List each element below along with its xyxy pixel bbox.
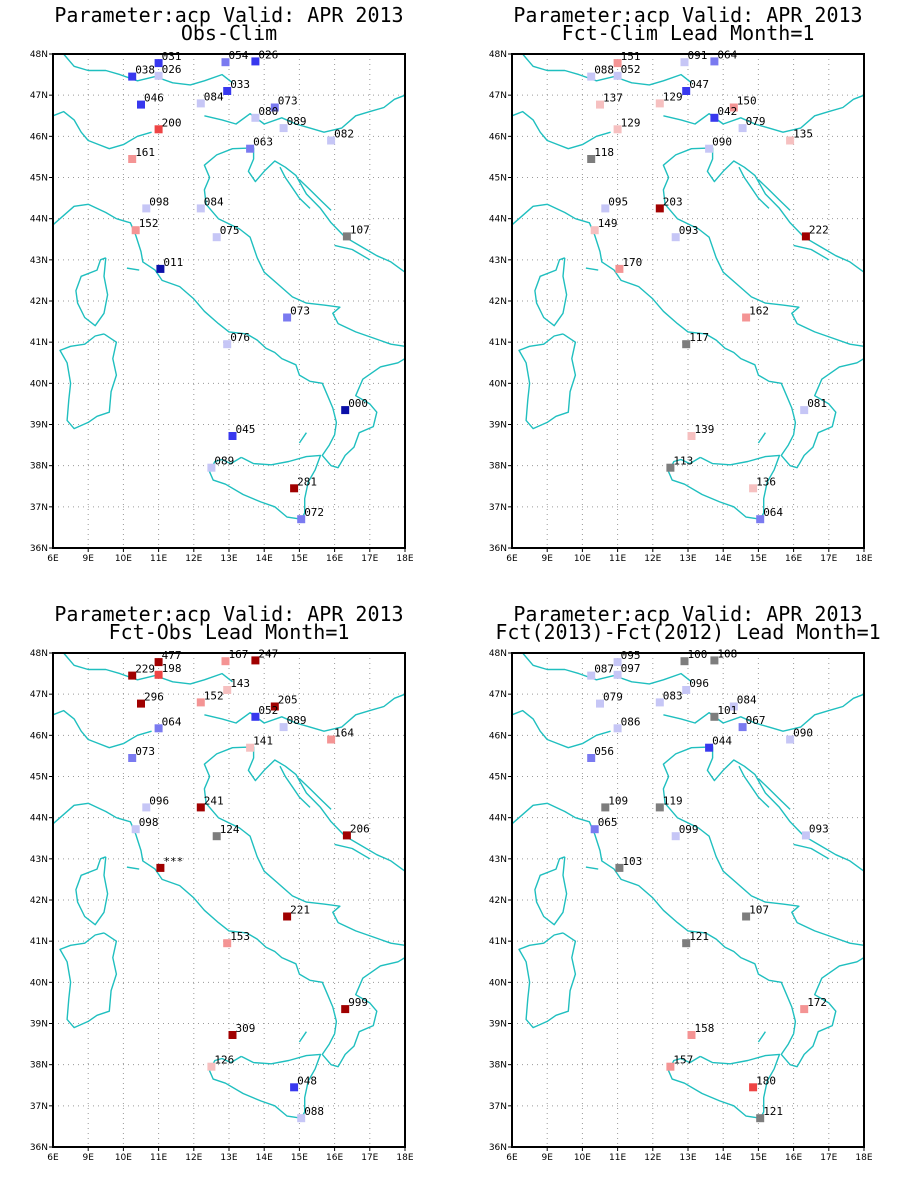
station-value-label: 089 xyxy=(214,454,235,468)
x-tick-label: 10E xyxy=(114,1153,132,1163)
station-value-label: 247 xyxy=(258,647,279,661)
station-value-label: 095 xyxy=(608,195,629,209)
station-value-label: 100 xyxy=(687,648,708,662)
y-tick-label: 45N xyxy=(488,173,507,184)
station-value-label: *** xyxy=(163,854,184,868)
station-value-label: 170 xyxy=(622,255,643,269)
station-value-label: 000 xyxy=(348,397,369,411)
x-tick-label: 6E xyxy=(506,554,518,564)
x-tick-label: 18E xyxy=(396,554,414,564)
coastline xyxy=(53,711,152,748)
coastline xyxy=(758,180,790,211)
chart-subtitle: Obs-Clim xyxy=(180,21,278,45)
y-tick-label: 48N xyxy=(29,50,48,60)
coastline xyxy=(335,844,370,858)
station-value-label: 075 xyxy=(219,224,240,238)
y-tick-label: 38N xyxy=(29,461,48,472)
x-tick-label: 12E xyxy=(185,1153,203,1163)
coastline xyxy=(535,258,567,326)
x-tick-label: 12E xyxy=(644,1153,662,1163)
y-tick-label: 47N xyxy=(29,690,48,701)
coastline xyxy=(586,867,598,869)
y-tick-label: 43N xyxy=(29,255,48,266)
chart-subtitle: Fct-Obs Lead Month=1 xyxy=(108,620,350,644)
station-value-label: 162 xyxy=(749,304,769,318)
y-tick-label: 40N xyxy=(29,379,48,390)
coastline xyxy=(127,867,139,869)
station-value-label: 054 xyxy=(228,49,249,63)
station-value-label: 477 xyxy=(161,649,182,663)
station-value-label: 044 xyxy=(712,734,732,748)
coastline xyxy=(794,245,829,259)
x-tick-label: 6E xyxy=(47,554,59,564)
coastline xyxy=(758,779,790,810)
x-tick-label: 6E xyxy=(506,1153,518,1163)
x-tick-label: 10E xyxy=(573,554,591,564)
y-tick-label: 40N xyxy=(488,978,507,989)
station-value-label: 081 xyxy=(807,397,828,411)
y-tick-label: 46N xyxy=(488,731,507,742)
station-value-label: 082 xyxy=(334,127,354,141)
station-value-label: 073 xyxy=(135,745,156,758)
station-value-label: 309 xyxy=(235,1022,256,1035)
station-value-label: 121 xyxy=(763,1105,784,1119)
station-value-label: 089 xyxy=(286,115,307,129)
station-value-label: 090 xyxy=(712,135,732,149)
coastline xyxy=(739,766,769,807)
y-tick-label: 39N xyxy=(29,1019,48,1030)
station-value-label: 065 xyxy=(597,816,618,830)
y-tick-label: 38N xyxy=(488,1060,507,1071)
station-value-label: 103 xyxy=(622,854,643,868)
coastline xyxy=(127,268,139,270)
y-tick-label: 47N xyxy=(488,91,507,102)
y-tick-label: 48N xyxy=(488,649,507,659)
station-value-label: 098 xyxy=(138,816,159,830)
x-tick-label: 9E xyxy=(82,1153,94,1163)
station-value-label: 084 xyxy=(203,195,224,209)
y-tick-label: 39N xyxy=(488,1019,507,1030)
x-tick-label: 15E xyxy=(749,554,767,564)
station-value-label: 076 xyxy=(230,331,251,345)
x-tick-label: 18E xyxy=(396,1153,414,1163)
station-value-label: 079 xyxy=(603,690,623,704)
coastline xyxy=(299,1032,306,1042)
y-tick-label: 36N xyxy=(488,1143,507,1153)
coastline xyxy=(299,180,331,211)
chart-subtitle: Fct-Clim Lead Month=1 xyxy=(561,21,815,45)
x-tick-label: 9E xyxy=(541,554,553,564)
station-value-label: 150 xyxy=(736,94,757,108)
station-value-label: 093 xyxy=(678,224,699,238)
chart-panel-4 xyxy=(489,602,881,1163)
x-tick-label: 18E xyxy=(855,1153,873,1163)
station-value-label: 099 xyxy=(678,823,699,837)
station-value-label: 124 xyxy=(219,823,240,837)
station-value-label: 073 xyxy=(290,304,310,318)
station-value-label: 141 xyxy=(253,734,273,748)
y-tick-label: 40N xyxy=(488,379,507,390)
station-value-label: 026 xyxy=(161,62,182,76)
station-value-label: 083 xyxy=(662,689,683,703)
chart-panel-3 xyxy=(30,602,414,1163)
station-value-label: 101 xyxy=(717,703,738,717)
coastline xyxy=(535,857,567,925)
station-value-label: 089 xyxy=(286,714,307,728)
y-tick-label: 44N xyxy=(29,214,48,225)
x-tick-label: 16E xyxy=(326,554,344,564)
station-value-label: 046 xyxy=(144,91,164,105)
x-tick-label: 17E xyxy=(361,554,379,564)
station-value-label: 143 xyxy=(230,677,251,690)
station-value-label: 084 xyxy=(736,693,757,707)
y-tick-label: 36N xyxy=(488,544,507,554)
station-value-label: 137 xyxy=(603,91,623,105)
coastline xyxy=(116,818,405,1067)
station-value-label: 229 xyxy=(135,662,156,676)
y-tick-label: 44N xyxy=(29,813,48,824)
y-tick-label: 46N xyxy=(488,132,507,143)
coastline xyxy=(299,779,331,810)
station-value-label: 052 xyxy=(258,703,279,717)
y-tick-label: 37N xyxy=(29,1101,48,1112)
station-value-label: 047 xyxy=(689,78,710,91)
y-tick-label: 45N xyxy=(488,772,507,783)
y-tick-label: 37N xyxy=(29,502,48,513)
station-value-label: 033 xyxy=(230,78,251,91)
station-value-label: 088 xyxy=(594,63,615,77)
y-tick-label: 36N xyxy=(29,1143,48,1153)
station-value-label: 048 xyxy=(297,1074,317,1088)
station-value-label: 031 xyxy=(161,50,182,64)
station-value-label: 118 xyxy=(594,146,615,159)
station-value-label: 153 xyxy=(230,930,251,944)
x-tick-label: 17E xyxy=(361,1153,379,1163)
station-value-label: 107 xyxy=(749,903,769,917)
station-value-label: 042 xyxy=(717,104,738,118)
station-value-label: 999 xyxy=(348,996,369,1010)
x-tick-label: 11E xyxy=(150,554,168,564)
y-tick-label: 43N xyxy=(29,854,48,865)
y-tick-label: 41N xyxy=(29,937,48,948)
coastline xyxy=(512,711,611,748)
station-value-label: 056 xyxy=(594,745,615,758)
station-value-label: 158 xyxy=(694,1022,715,1035)
station-value-label: 087 xyxy=(594,662,615,676)
coastline xyxy=(758,433,765,443)
x-tick-label: 11E xyxy=(150,1153,168,1163)
x-tick-label: 16E xyxy=(785,1153,803,1163)
y-tick-label: 44N xyxy=(488,813,507,824)
chart-title: Parameter:acp Valid: APR 2013 xyxy=(54,3,404,27)
coastline xyxy=(512,204,575,225)
station-value-label: 149 xyxy=(597,217,618,231)
x-tick-label: 13E xyxy=(220,554,238,564)
chart-title: Parameter:acp Valid: APR 2013 xyxy=(513,3,863,27)
y-tick-label: 38N xyxy=(29,1060,48,1071)
station-value-label: 045 xyxy=(235,423,256,436)
y-tick-label: 48N xyxy=(488,50,507,60)
x-tick-label: 12E xyxy=(644,554,662,564)
station-value-label: 113 xyxy=(673,454,694,468)
coastline xyxy=(280,167,310,208)
y-tick-label: 42N xyxy=(29,297,48,307)
coastline xyxy=(299,433,306,443)
station-value-label: 072 xyxy=(304,506,325,520)
station-value-label: 296 xyxy=(144,690,164,704)
station-value-label: 109 xyxy=(608,794,629,808)
station-value-label: 200 xyxy=(161,116,182,130)
station-value-label: 011 xyxy=(163,255,184,269)
station-value-label: 064 xyxy=(717,48,738,62)
station-value-label: 222 xyxy=(808,223,829,237)
station-value-label: 151 xyxy=(620,50,641,64)
coastline xyxy=(53,204,116,225)
station-value-label: 108 xyxy=(717,647,738,661)
coastline xyxy=(116,219,405,468)
y-tick-label: 37N xyxy=(488,502,507,513)
station-value-label: 129 xyxy=(620,116,641,130)
station-value-label: 026 xyxy=(258,48,279,62)
station-value-label: 038 xyxy=(135,63,156,77)
station-value-label: 098 xyxy=(149,195,170,209)
y-tick-label: 46N xyxy=(29,731,48,742)
coastline xyxy=(575,219,864,468)
x-tick-label: 9E xyxy=(82,554,94,564)
station-value-label: 107 xyxy=(349,223,370,237)
station-value-label: 117 xyxy=(689,331,710,345)
station-value-label: 093 xyxy=(808,822,829,836)
station-value-label: 161 xyxy=(135,146,156,159)
x-tick-label: 15E xyxy=(290,554,308,564)
coastline xyxy=(53,112,152,149)
x-tick-label: 17E xyxy=(820,554,838,564)
station-value-label: 067 xyxy=(745,714,766,728)
x-tick-label: 15E xyxy=(290,1153,308,1163)
station-value-label: 221 xyxy=(290,903,310,917)
station-value-label: 095 xyxy=(620,649,641,663)
station-value-label: 152 xyxy=(203,689,224,703)
y-tick-label: 45N xyxy=(29,772,48,783)
x-tick-label: 10E xyxy=(114,554,132,564)
x-tick-label: 17E xyxy=(820,1153,838,1163)
station-value-label: 152 xyxy=(138,217,159,231)
y-tick-label: 43N xyxy=(488,854,507,865)
coastline xyxy=(739,167,769,208)
station-value-label: 157 xyxy=(673,1053,694,1067)
y-tick-label: 39N xyxy=(29,420,48,431)
x-tick-label: 14E xyxy=(255,1153,273,1163)
station-value-label: 198 xyxy=(161,661,182,675)
station-value-label: 126 xyxy=(214,1053,235,1067)
station-value-label: 203 xyxy=(662,195,683,209)
x-tick-label: 11E xyxy=(609,1153,627,1163)
station-value-label: 080 xyxy=(258,104,279,118)
y-tick-label: 48N xyxy=(29,649,48,659)
chart-title: Parameter:acp Valid: APR 2013 xyxy=(54,602,404,626)
y-tick-label: 44N xyxy=(488,214,507,225)
y-tick-label: 38N xyxy=(488,461,507,472)
x-tick-label: 10E xyxy=(573,1153,591,1163)
coastline xyxy=(335,245,370,259)
station-value-label: 139 xyxy=(694,423,715,436)
station-value-label: 091 xyxy=(687,49,708,63)
station-value-label: 172 xyxy=(807,996,828,1010)
chart-title: Parameter:acp Valid: APR 2013 xyxy=(513,602,863,626)
station-value-label: 064 xyxy=(763,506,784,520)
chart-panel-2 xyxy=(489,3,873,564)
chart-subtitle: Fct(2013)-Fct(2012) Lead Month=1 xyxy=(495,620,881,644)
station-value-label: 084 xyxy=(203,90,224,104)
x-tick-label: 14E xyxy=(714,554,732,564)
chart-panel-1 xyxy=(30,3,414,564)
y-tick-label: 46N xyxy=(29,132,48,143)
x-tick-label: 12E xyxy=(185,554,203,564)
coastline xyxy=(76,857,108,925)
x-tick-label: 16E xyxy=(785,554,803,564)
station-value-label: 064 xyxy=(161,715,182,729)
y-tick-label: 45N xyxy=(29,173,48,184)
y-tick-label: 41N xyxy=(488,937,507,948)
x-tick-label: 9E xyxy=(541,1153,553,1163)
station-value-label: 063 xyxy=(253,135,273,149)
y-tick-label: 39N xyxy=(488,420,507,431)
station-value-label: 086 xyxy=(620,715,641,729)
y-tick-label: 42N xyxy=(29,896,48,906)
station-value-label: 180 xyxy=(756,1074,776,1088)
x-tick-label: 6E xyxy=(47,1153,59,1163)
station-value-label: 079 xyxy=(745,115,766,129)
y-tick-label: 37N xyxy=(488,1101,507,1112)
station-value-label: 052 xyxy=(620,62,641,76)
station-value-label: 090 xyxy=(793,726,813,740)
station-value-label: 205 xyxy=(277,693,298,707)
coastline xyxy=(53,803,116,824)
station-value-label: 121 xyxy=(689,930,710,944)
station-value-label: 097 xyxy=(620,661,641,675)
x-tick-label: 15E xyxy=(749,1153,767,1163)
y-tick-label: 42N xyxy=(488,297,507,307)
x-tick-label: 11E xyxy=(609,554,627,564)
station-value-label: 135 xyxy=(793,127,813,141)
coastline xyxy=(758,1032,765,1042)
station-value-label: 119 xyxy=(662,794,683,808)
y-tick-label: 43N xyxy=(488,255,507,266)
x-tick-label: 14E xyxy=(714,1153,732,1163)
station-value-label: 281 xyxy=(297,475,317,489)
x-tick-label: 13E xyxy=(220,1153,238,1163)
x-tick-label: 18E xyxy=(855,554,873,564)
y-tick-label: 40N xyxy=(29,978,48,989)
station-value-label: 129 xyxy=(662,90,683,104)
coastline xyxy=(512,803,575,824)
y-tick-label: 47N xyxy=(488,690,507,701)
x-tick-label: 13E xyxy=(679,554,697,564)
y-tick-label: 41N xyxy=(488,338,507,349)
coastline xyxy=(512,112,611,149)
coastline xyxy=(280,766,310,807)
station-value-label: 096 xyxy=(149,794,170,808)
x-tick-label: 16E xyxy=(326,1153,344,1163)
coastline xyxy=(586,268,598,270)
coastline xyxy=(794,844,829,858)
station-value-label: 167 xyxy=(228,648,249,662)
x-tick-label: 14E xyxy=(255,554,273,564)
x-tick-label: 13E xyxy=(679,1153,697,1163)
station-value-label: 206 xyxy=(349,822,370,836)
station-value-label: 164 xyxy=(334,726,354,740)
y-tick-label: 42N xyxy=(488,896,507,906)
station-value-label: 073 xyxy=(277,94,298,108)
y-tick-label: 41N xyxy=(29,338,48,349)
station-value-label: 136 xyxy=(756,475,776,489)
y-tick-label: 36N xyxy=(29,544,48,554)
station-value-label: 096 xyxy=(689,677,710,690)
y-tick-label: 47N xyxy=(29,91,48,102)
coastline xyxy=(76,258,108,326)
station-value-label: 241 xyxy=(203,794,224,808)
coastline xyxy=(575,818,864,1067)
station-value-label: 088 xyxy=(304,1105,325,1119)
